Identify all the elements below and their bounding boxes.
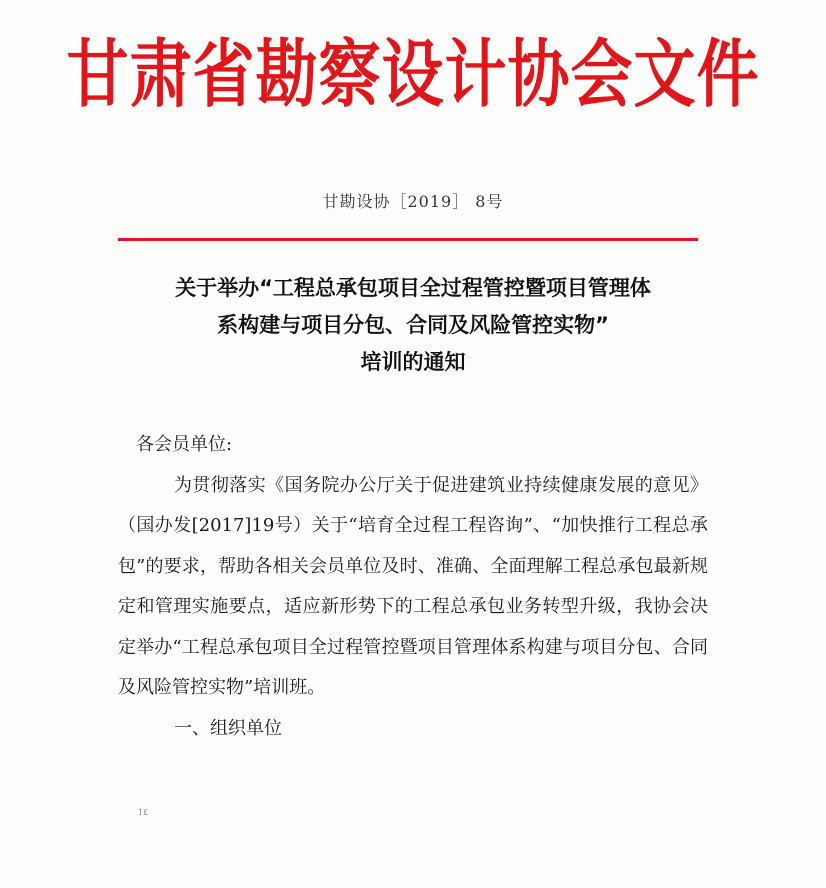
red-divider-line: [118, 238, 698, 241]
notice-title: [110, 270, 716, 381]
document-number: 甘勘设协［2019］ 8号: [322, 192, 504, 211]
section-heading-organizers: 一、组织单位: [174, 717, 282, 739]
notice-title-line-3: 培训的通知: [360, 350, 466, 374]
notice-body: [118, 425, 708, 749]
scan-mark: 1£: [138, 808, 149, 817]
masthead-title: 甘肃省勘察设计协会文件: [66, 30, 760, 118]
notice-title-line-2: 系构建与项目分包、合同及风险管控实物”: [217, 313, 609, 337]
salutation: 各会员单位:: [136, 434, 233, 455]
notice-title-line-1: 关于举办“工程总承包项目全过程管控暨项目管理体: [175, 276, 651, 300]
body-paragraph: 为贯彻落实《国务院办公厅关于促进建筑业持续健康发展的意见》（国办发[2017]19号）关于“培育全过程工程咨询”、“加快推行工程总承包”的要求，帮助各相关会员单位及时、准确、全面理解工程总承包最新规定和管理实施要点，适应新形势下的工程总承包业务转型升级，我协会决定举办“工程总承包项目全过程管控暨项目管理体系构建与项目分包、合同及风险管控实物”培训班。: [118, 474, 708, 698]
